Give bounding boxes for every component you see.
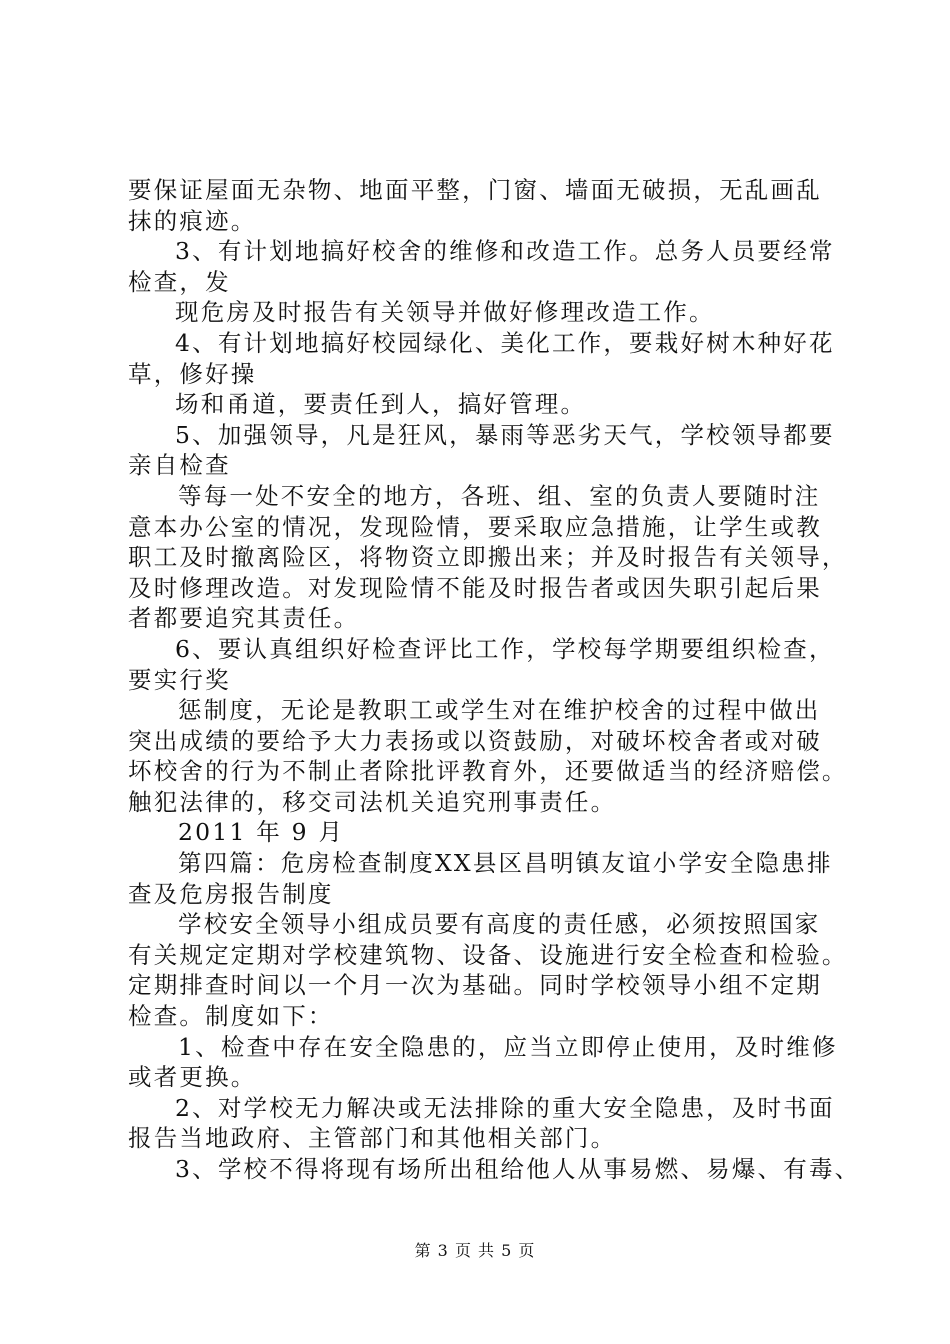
text-line: 草，修好操: [128, 359, 257, 388]
text-line: 1、检查中存在安全隐患的，应当立即停止使用，及时维修: [178, 1032, 838, 1061]
document-body: [128, 175, 861, 1185]
text-line: 4、有计划地搞好校园绿化、美化工作，要栽好树木种好花: [175, 328, 835, 357]
text-line: 2011 年 9 月: [178, 818, 345, 847]
text-line: 第四篇：危房检查制度XX县区昌明镇友谊小学安全隐患排: [178, 849, 833, 878]
text-line: 亲自检查: [128, 451, 231, 480]
text-line: 3、学校不得将现有场所出租给他人从事易燃、易爆、有毒、: [175, 1155, 861, 1183]
text-line: 6、要认真组织好检查评比工作，学校每学期要组织检查，: [175, 634, 835, 663]
text-line: 坏校舍的行为不制止者除批评教育外，还要做适当的经济赔偿。: [128, 757, 848, 786]
text-line: 突出成绩的要给予大力表扬或以资鼓励，对破坏校舍者或对破: [128, 726, 822, 755]
text-line: 3、有计划地搞好校舍的维修和改造工作。总务人员要经常: [175, 237, 835, 266]
text-line: 及时修理改造。对发现险情不能及时报告者或因失职引起后果: [128, 573, 822, 602]
text-line: 抹的痕迹。: [128, 206, 257, 235]
text-line: 学校安全领导小组成员要有高度的责任感，必须按照国家: [178, 910, 821, 939]
text-line: 惩制度，无论是教职工或学生对在维护校舍的过程中做出: [178, 696, 821, 725]
page-number-footer: 第 3 页 共 5 页: [414, 1241, 536, 1260]
text-line: 触犯法律的，移交司法机关追究刑事责任。: [128, 787, 617, 816]
text-line: 职工及时撤离险区，将物资立即搬出来；并及时报告有关领导，: [128, 543, 848, 572]
text-line: 查及危房报告制度: [128, 879, 334, 908]
text-line: 场和甬道，要责任到人，搞好管理。: [175, 390, 587, 419]
text-line: 或者更换。: [128, 1063, 257, 1092]
text-line: 者都要追究其责任。: [128, 604, 360, 633]
text-line: 现危房及时报告有关领导并做好修理改造工作。: [175, 298, 715, 327]
text-line: 2、对学校无力解决或无法排除的重大安全隐患，及时书面: [175, 1093, 835, 1122]
text-line: 报告当地政府、主管部门和其他相关部门。: [128, 1124, 617, 1153]
text-line: 5、加强领导，凡是狂风，暴雨等恶劣天气，学校领导都要: [175, 420, 835, 449]
text-line: 等每一处不安全的地方，各班、组、室的负责人要随时注: [178, 481, 821, 510]
text-line: 定期排查时间以一个月一次为基础。同时学校领导小组不定期: [128, 971, 822, 1000]
text-line: 检查。制度如下：: [128, 1002, 334, 1031]
text-line: 要实行奖: [128, 665, 231, 694]
text-line: 检查，发: [128, 267, 231, 296]
text-line: 意本办公室的情况，发现险情，要采取应急措施，让学生或教: [128, 512, 822, 541]
text-line: 有关规定定期对学校建筑物、设备、设施进行安全检查和检验。: [128, 940, 848, 969]
text-line: 要保证屋面无杂物、地面平整，门窗、墙面无破损，无乱画乱: [128, 176, 822, 204]
